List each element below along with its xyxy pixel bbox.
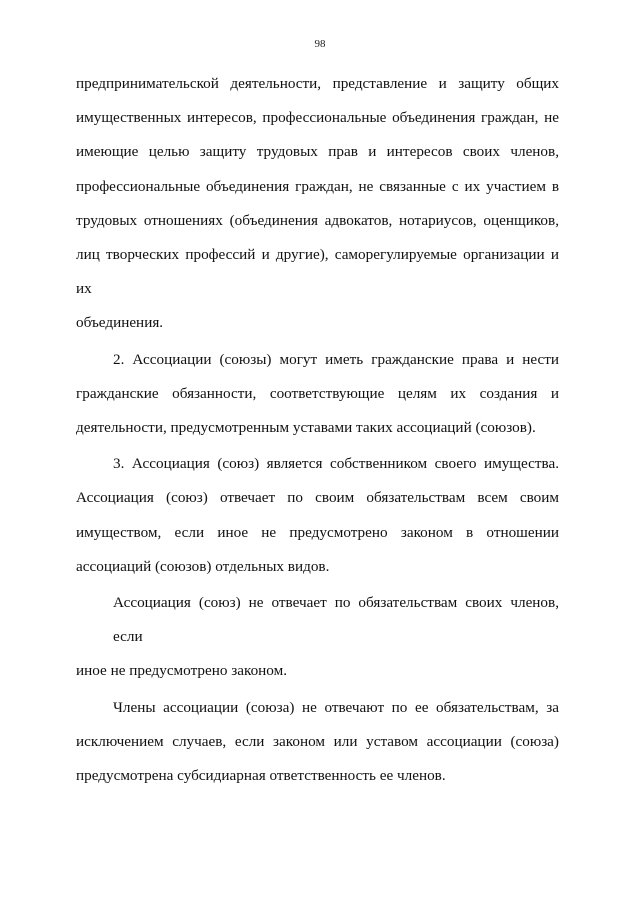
text-line: Члены ассоциации (союза) не отвечают по ее обязательствам, за [113, 698, 559, 716]
text-line: 2. Ассоциации (союзы) могут иметь гражданские права и нести [113, 350, 559, 368]
text-line: деятельности, предусмотренным уставами таких ассоциаций (союзов). [76, 419, 536, 437]
text-line: иное не предусмотрено законом. [76, 662, 288, 680]
text-line: предпринимательской деятельности, представление и защиту общих [76, 75, 559, 92]
text-line: ассоциаций (союзов) отдельных видов. [76, 557, 330, 575]
text-line: предусмотрена субсидиарная ответственность ее членов. [76, 767, 446, 785]
text-line: 3. Ассоциация (союз) является собственником своего имущества. [113, 455, 559, 473]
text-line: гражданские обязанности, соответствующие целям их создания и [76, 384, 559, 402]
paragraph-2 [76, 343, 559, 446]
document-body [76, 67, 559, 793]
text-line: Ассоциация (союз) не отвечает по обязательствам своих членов, если [113, 594, 559, 646]
text-line: исключением случаев, если законом или уставом ассоциации (союза) [76, 732, 559, 750]
text-line: профессиональные объединения граждан, не связанные с их участием в [76, 177, 559, 195]
page-number: 98 [314, 38, 326, 50]
text-line: трудовых отношениях (объединения адвокатов, нотариусов, оценщиков, [76, 211, 559, 229]
paragraph-3 [76, 447, 559, 584]
paragraph-4 [76, 586, 559, 689]
text-line: объединения. [76, 314, 164, 332]
text-line: лиц творческих профессий и другие), саморегулируемые организации и их [76, 246, 559, 298]
text-line: имущественных интересов, профессиональные объединения граждан, не [76, 109, 559, 127]
paragraph-1 [76, 67, 559, 341]
text-line: имеющие целью защиту трудовых прав и интересов своих членов, [76, 143, 559, 161]
text-line: имуществом, если иное не предусмотрено законом в отношении [76, 523, 559, 541]
paragraph-5 [76, 691, 559, 794]
text-line: Ассоциация (союз) отвечает по своим обязательствам всем своим [76, 489, 559, 507]
